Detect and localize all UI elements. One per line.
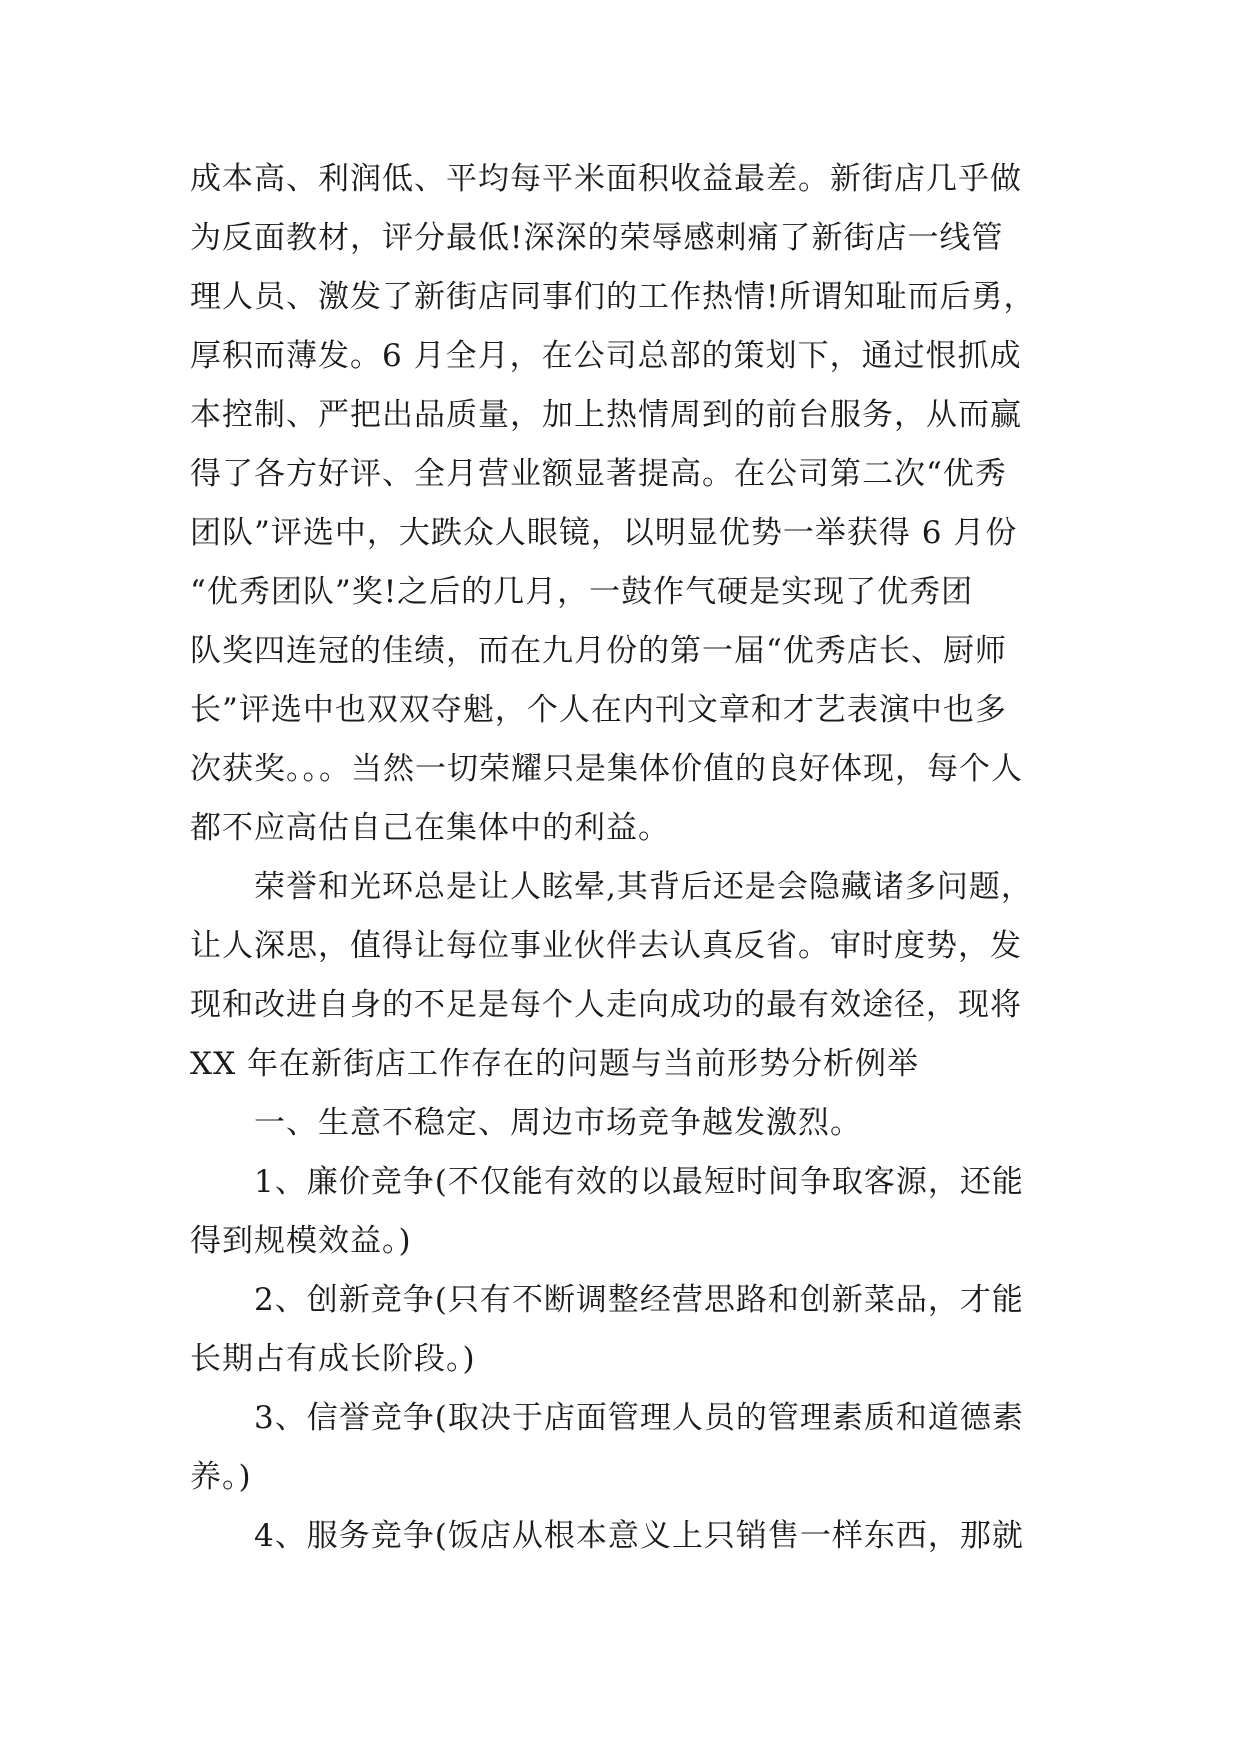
text-line: 得到规模效益。) xyxy=(190,1223,412,1259)
text-line: 次获奖。。。当然一切荣耀只是集体价值的良好体现，每个人 xyxy=(190,751,1023,787)
text-line: 得了各方好评、全月营业额显著提高。在公司第二次“优秀 xyxy=(190,456,1007,492)
text-line: 让人深思，值得让每位事业伙伴去认真反省。审时度势，发 xyxy=(190,928,1022,964)
text-line: 1、廉价竞争(不仅能有效的以最短时间争取客源，还能 xyxy=(254,1164,1024,1200)
text-line: 本控制、严把出品质量，加上热情周到的前台服务，从而赢 xyxy=(190,397,1022,433)
text-line: “优秀团队”奖!之后的几月，一鼓作气硬是实现了优秀团 xyxy=(190,574,974,610)
text-line: 养。) xyxy=(190,1459,252,1495)
text-line: 队奖四连冠的佳绩，而在九月份的第一届“优秀店长、厨师 xyxy=(190,633,1007,669)
text-line: XX 年在新街店工作存在的问题与当前形势分析例举 xyxy=(190,1046,919,1082)
text-line: 厚积而薄发。6 月全月，在公司总部的策划下，通过恨抓成 xyxy=(190,338,1022,374)
document-body xyxy=(190,150,1050,1566)
text-line: 都不应高估自己在集体中的利益。 xyxy=(190,810,670,846)
text-line: 3、信誉竞争(取决于店面管理人员的管理素质和道德素 xyxy=(254,1400,1024,1436)
text-line: 理人员、激发了新街店同事们的工作热情!所谓知耻而后勇， xyxy=(190,279,1036,315)
text-line: 团队”评选中，大跌众人眼镜，以明显优势一举获得 6 月份 xyxy=(190,515,1018,551)
text-line: 长”评选中也双双夺魁，个人在内刊文章和才艺表演中也多 xyxy=(190,692,1007,728)
text-line: 成本高、利润低、平均每平米面积收益最差。新街店几乎做 xyxy=(190,161,1022,197)
text-line: 为反面教材，评分最低!深深的荣辱感刺痛了新街店一线管 xyxy=(190,220,1004,256)
text-line: 荣誉和光环总是让人眩晕,其背后还是会隐藏诸多问题， xyxy=(254,869,1033,905)
text-line: 一、生意不稳定、周边市场竞争越发激烈。 xyxy=(254,1105,862,1141)
text-line: 长期占有成长阶段。) xyxy=(190,1341,476,1377)
text-line: 现和改进自身的不足是每个人走向成功的最有效途径，现将 xyxy=(190,987,1022,1023)
text-line: 2、创新竞争(只有不断调整经营思路和创新菜品，才能 xyxy=(254,1282,1024,1318)
text-line: 4、服务竞争(饭店从根本意义上只销售一样东西，那就 xyxy=(254,1518,1024,1554)
